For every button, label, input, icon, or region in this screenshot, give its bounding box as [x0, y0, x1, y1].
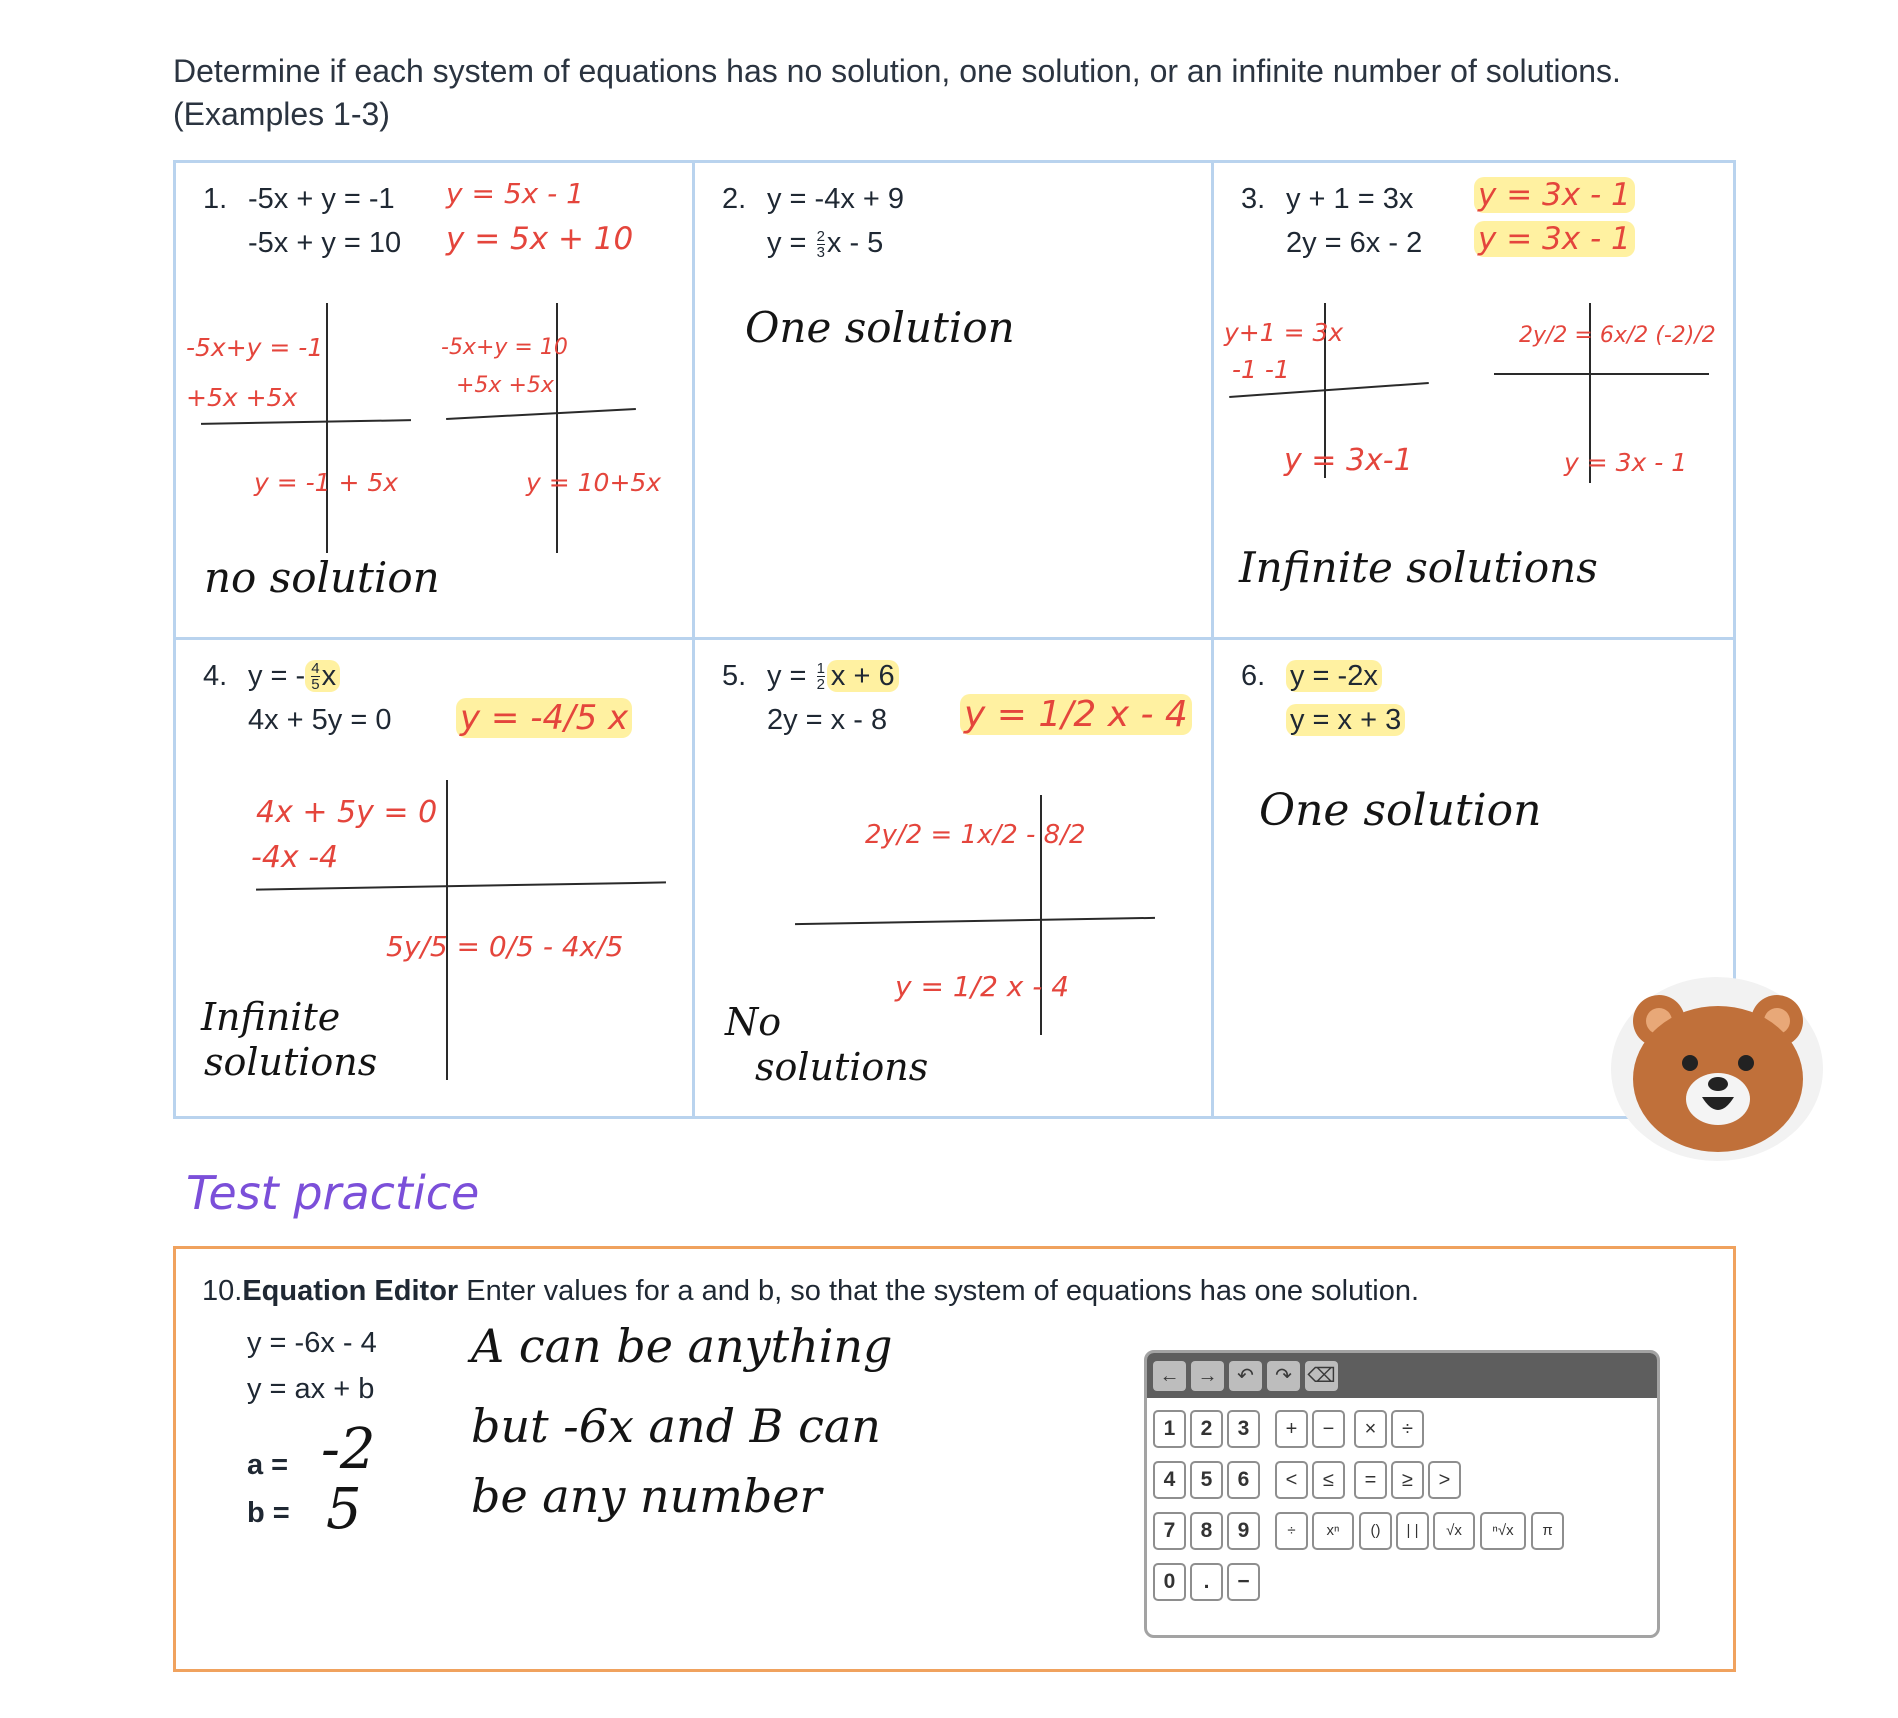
key-divide[interactable]: ÷ — [1391, 1410, 1424, 1448]
rewrite-2: y = 5x + 10 — [446, 221, 634, 257]
answer: One solution — [745, 303, 1015, 352]
key-parentheses[interactable]: () — [1359, 1512, 1392, 1550]
undo-icon[interactable]: ↶ — [1229, 1361, 1262, 1391]
bear-mascot-icon[interactable] — [1606, 971, 1824, 1163]
equation-2: y = x + 3 — [1286, 704, 1405, 737]
problem-4 — [176, 640, 695, 1117]
equation-1: y = -4x + 9 — [767, 183, 905, 215]
work-line: y = -1 + 5x — [254, 468, 399, 497]
answer: no solution — [204, 553, 440, 602]
equation-2: 2y = x - 8 — [767, 703, 888, 736]
arrow-left-icon[interactable]: ← — [1153, 1361, 1186, 1391]
key-less-than[interactable]: < — [1275, 1461, 1308, 1499]
question-prompt: 10.Equation Editor Enter values for a and b, so that the system of equations has one solution. — [202, 1275, 1420, 1307]
key-0[interactable]: 0 — [1153, 1563, 1186, 1601]
key-6[interactable]: 6 — [1227, 1461, 1260, 1499]
answer-line-2: solutions — [755, 1044, 929, 1089]
work-line: 4x + 5y = 0 — [256, 794, 438, 830]
reason-line: but -6x and B can — [471, 1399, 881, 1453]
key-absolute-value[interactable]: | | — [1396, 1512, 1429, 1550]
equation-1: y = -2x — [1286, 660, 1382, 693]
redo-icon[interactable]: ↷ — [1267, 1361, 1300, 1391]
arrow-right-icon[interactable]: → — [1191, 1361, 1224, 1391]
answer-line-2: solutions — [204, 1039, 378, 1084]
work-line: -4x -4 — [251, 839, 339, 875]
a-input[interactable]: -2 — [321, 1417, 376, 1482]
problem-grid — [173, 160, 1736, 1119]
reason-line: A can be anything — [471, 1319, 893, 1373]
rewrite-2: y = 3x - 1 — [1474, 221, 1635, 257]
equation-2: 2y = 6x - 2 — [1286, 227, 1423, 259]
key-minus[interactable]: − — [1312, 1410, 1345, 1448]
equation-1: y + 1 = 3x — [1286, 183, 1414, 215]
key-1[interactable]: 1 — [1153, 1410, 1186, 1448]
key-pi[interactable]: π — [1531, 1512, 1564, 1550]
key-exponent[interactable]: xⁿ — [1312, 1512, 1354, 1550]
answer-line-1: Infinite — [201, 994, 341, 1039]
a-label: a = — [247, 1449, 289, 1481]
work-line: +5x +5x — [186, 383, 298, 412]
problem-3 — [1214, 163, 1733, 640]
equation-2: y = $\frac{2}{3}$ x - 5 — [767, 227, 884, 261]
key-8[interactable]: 8 — [1190, 1512, 1223, 1550]
math-keypad — [1144, 1350, 1660, 1638]
instructions: Determine if each system of equations has no solution, one solution, or an infinite number of solutions. (Examples 1-3) — [173, 53, 1621, 132]
key-5[interactable]: 5 — [1190, 1461, 1223, 1499]
test-practice-label: Test practice — [186, 1166, 480, 1220]
work-line: -5x+y = -1 — [186, 333, 324, 362]
work-line: y+1 = 3x — [1224, 318, 1344, 347]
work-line: 2y/2 = 1x/2 - 8/2 — [865, 819, 1086, 850]
key-fraction[interactable]: ÷ — [1275, 1512, 1308, 1550]
answer-line-1: No — [725, 999, 782, 1044]
key-2[interactable]: 2 — [1190, 1410, 1223, 1448]
equation-2: -5x + y = 10 — [248, 227, 402, 259]
problem-1 — [176, 163, 695, 640]
problem-5 — [695, 640, 1214, 1117]
problem-number: 2. — [722, 183, 747, 215]
work-line: y = 1/2 x - 4 — [895, 969, 1070, 1003]
work-line: -5x+y = 10 — [441, 335, 568, 360]
backspace-icon[interactable]: ⌫ — [1305, 1361, 1338, 1391]
equation-1: -5x + y = -1 — [248, 183, 395, 215]
work-line: y = 10+5x — [526, 468, 662, 497]
equation-1: y = - $\frac{4}{5}$ x — [248, 660, 340, 693]
key-decimal[interactable]: . — [1190, 1563, 1223, 1601]
answer: One solution — [1259, 784, 1542, 836]
b-input[interactable]: 5 — [326, 1477, 362, 1542]
answer: Infinite solutions — [1239, 543, 1598, 592]
work-line: +5x +5x — [456, 373, 554, 398]
key-plus[interactable]: + — [1275, 1410, 1308, 1448]
key-greater-than[interactable]: > — [1428, 1461, 1461, 1499]
key-greater-equal[interactable]: ≥ — [1391, 1461, 1424, 1499]
problem-number: 6. — [1241, 659, 1266, 692]
rewrite-1: y = 1/2 x - 4 — [960, 694, 1192, 735]
work-line: 2y/2 = 6x/2 (-2)/2 — [1519, 323, 1716, 348]
keypad-toolbar — [1147, 1353, 1657, 1398]
equation-1: y = -6x - 4 — [247, 1327, 377, 1359]
rewrite-1: y = -4/5 x — [456, 698, 632, 738]
key-4[interactable]: 4 — [1153, 1461, 1186, 1499]
key-square-root[interactable]: √x — [1433, 1512, 1475, 1550]
key-7[interactable]: 7 — [1153, 1512, 1186, 1550]
rewrite-1: y = 3x - 1 — [1474, 177, 1635, 213]
work-line: -1 -1 — [1232, 355, 1290, 384]
key-3[interactable]: 3 — [1227, 1410, 1260, 1448]
key-nth-root[interactable]: ⁿ√x — [1480, 1512, 1526, 1550]
key-negative[interactable]: − — [1227, 1563, 1260, 1601]
work-line: y = 3x-1 — [1284, 443, 1413, 478]
key-times[interactable]: × — [1354, 1410, 1387, 1448]
reason-line: be any number — [471, 1469, 822, 1523]
problem-number: 3. — [1241, 183, 1266, 215]
key-less-equal[interactable]: ≤ — [1312, 1461, 1345, 1499]
problem-number: 5. — [722, 659, 747, 692]
b-label: b = — [247, 1497, 290, 1529]
problem-number: 4. — [203, 659, 228, 692]
equation-1: y = $\frac{1}{2}$ x + 6 — [767, 660, 899, 693]
equation-2: 4x + 5y = 0 — [248, 703, 392, 736]
rewrite-1: y = 5x - 1 — [446, 177, 584, 210]
equation-2: y = ax + b — [247, 1373, 375, 1405]
key-equals[interactable]: = — [1354, 1461, 1387, 1499]
work-line: 5y/5 = 0/5 - 4x/5 — [386, 929, 624, 963]
problem-2 — [695, 163, 1214, 640]
problem-number: 1. — [203, 183, 228, 215]
key-9[interactable]: 9 — [1227, 1512, 1260, 1550]
equation-editor-problem — [173, 1246, 1736, 1672]
work-line: y = 3x - 1 — [1564, 448, 1688, 477]
